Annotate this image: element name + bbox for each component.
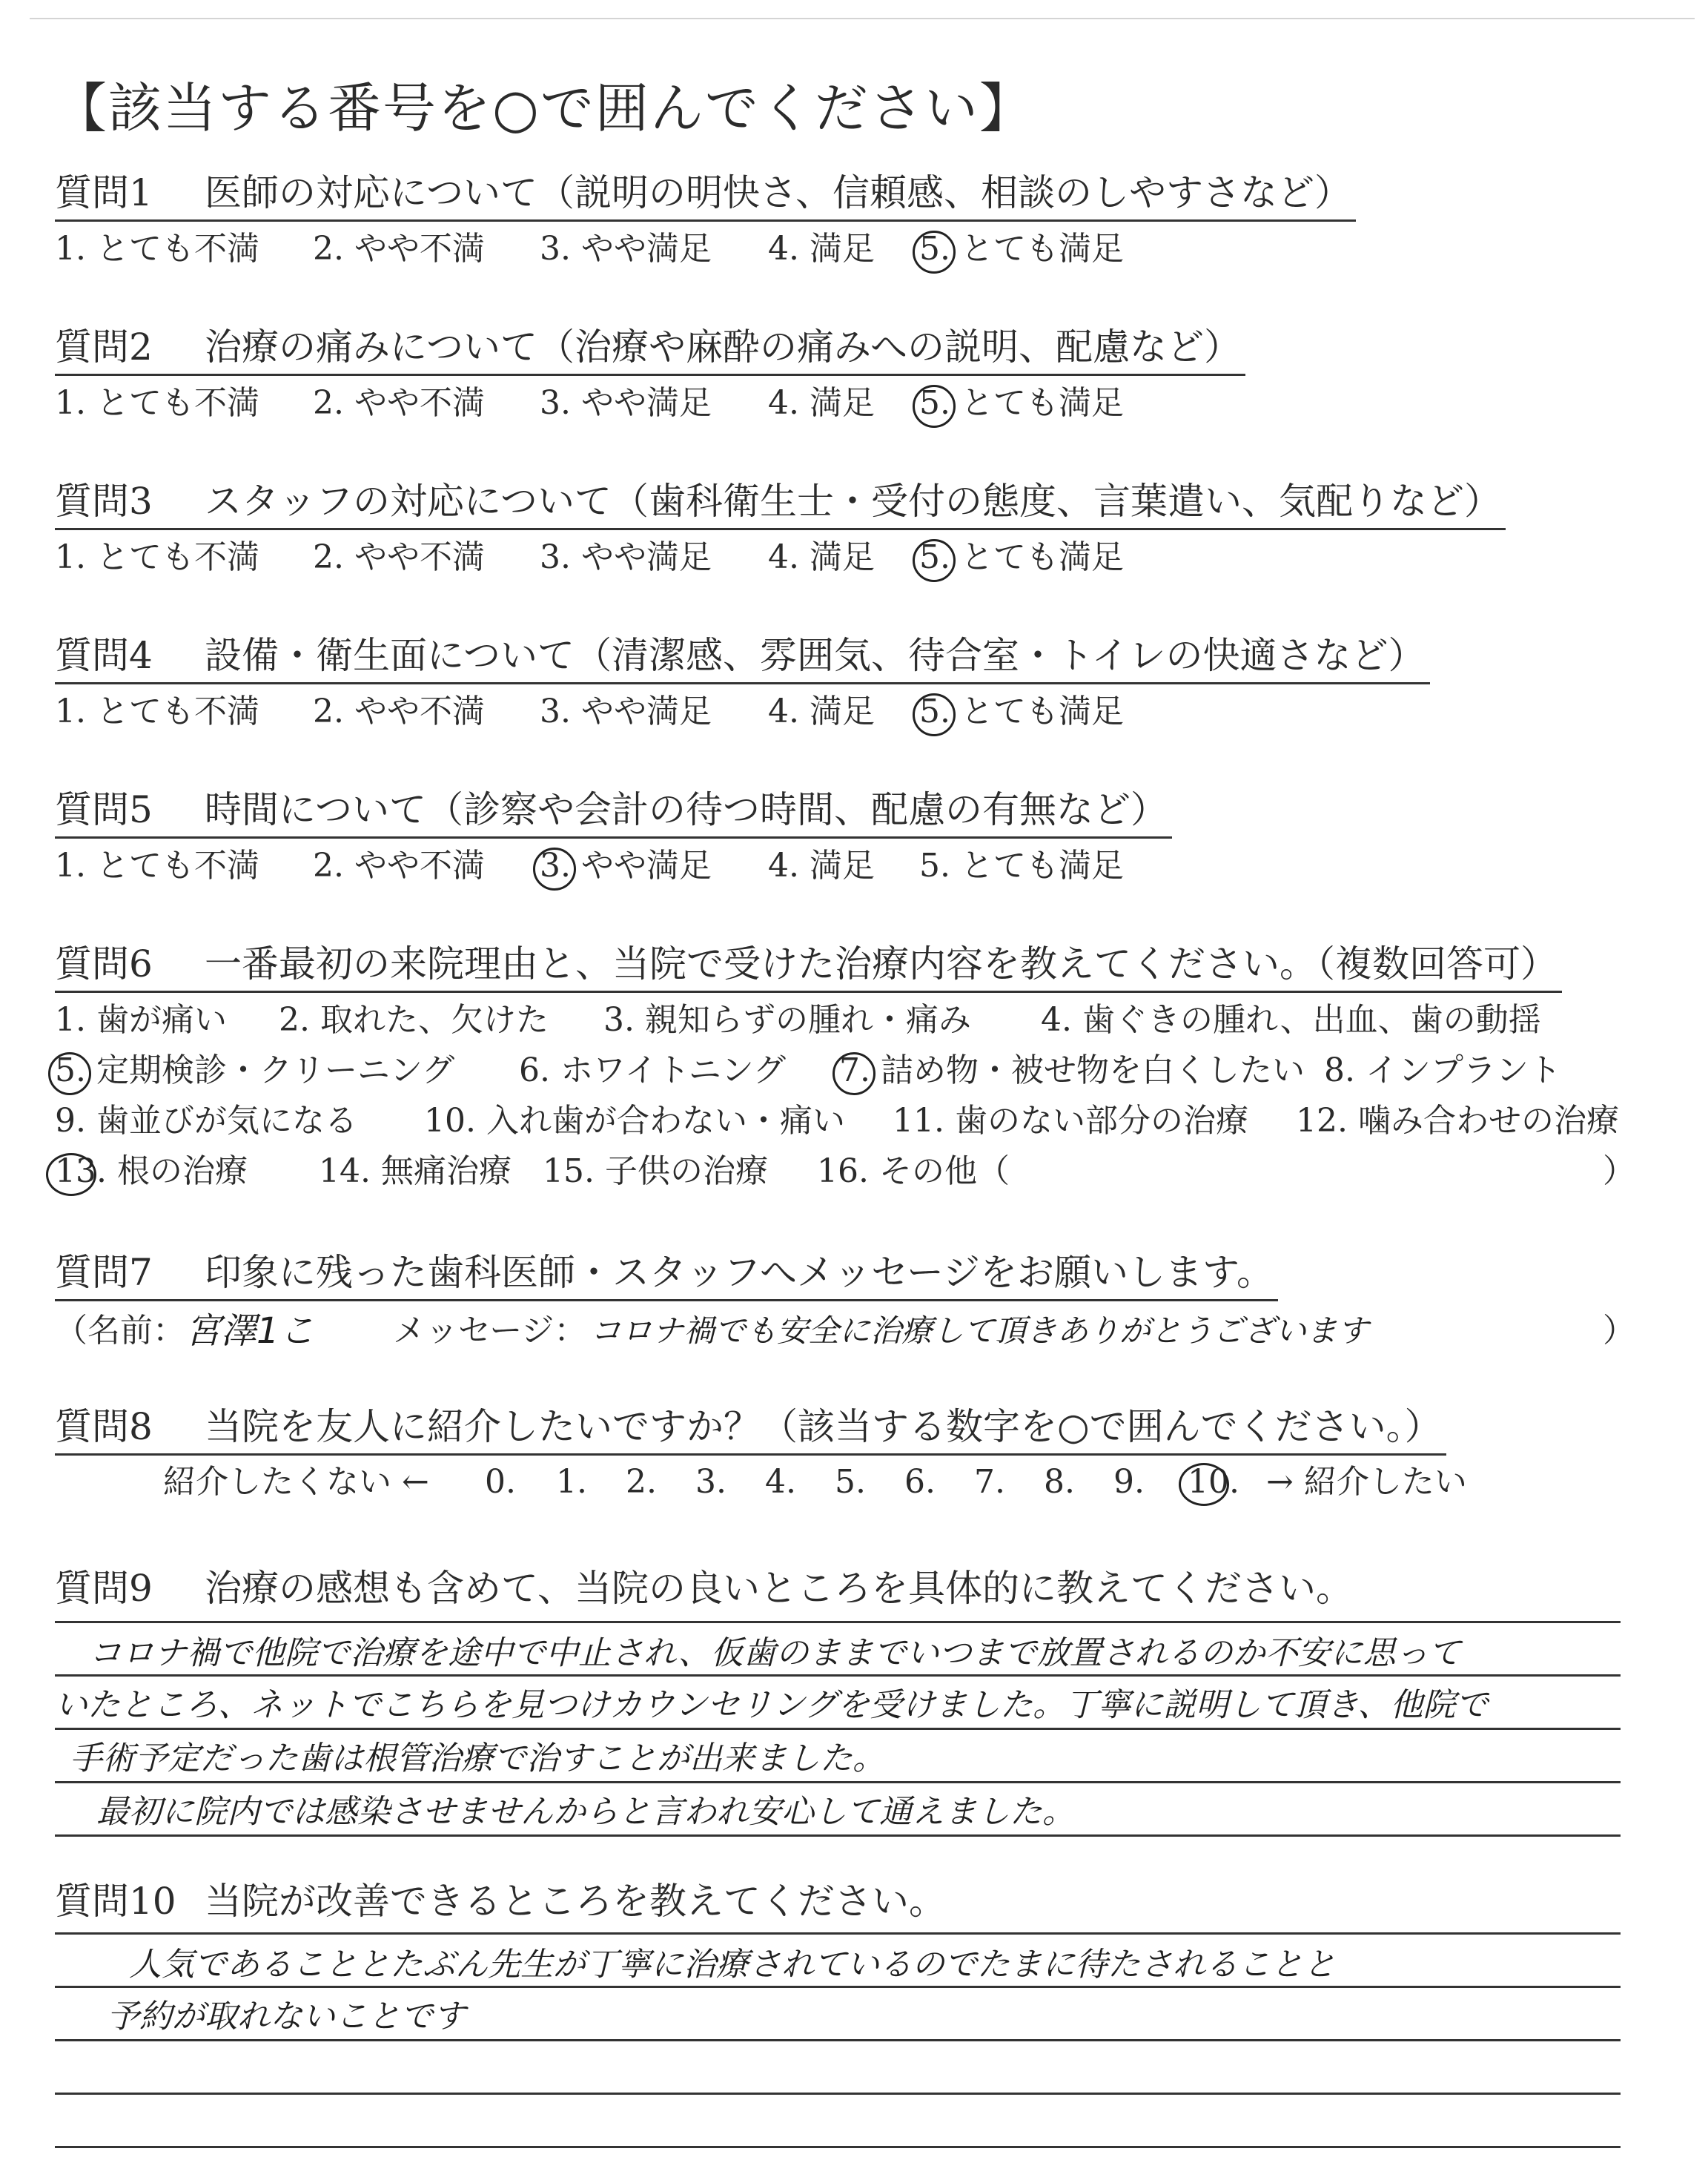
option[interactable]: 4. 満足 xyxy=(768,230,875,268)
question-text: 当院が改善できるところを教えてください。 xyxy=(205,1880,946,1923)
option[interactable]: 1. とても不満 xyxy=(55,230,259,268)
option[interactable]: 4. 満足 xyxy=(768,384,875,422)
option[interactable]: 10. 入れ歯が合わない・痛い xyxy=(424,1102,845,1140)
paren-close: ） xyxy=(1603,1152,1635,1190)
option[interactable]: 4. 満足 xyxy=(768,538,875,576)
option[interactable]: 3. やや満足 xyxy=(540,538,712,576)
question-number: 質問1 xyxy=(55,171,153,214)
question-text: スタッフの対応について（歯科衛生士・受付の態度、言葉遣い、気配りなど） xyxy=(205,480,1501,523)
option-selected[interactable]: 7. 詰め物・被せ物を白くしたい xyxy=(839,1048,1305,1093)
question-number: 質問4 xyxy=(55,634,153,677)
answer-9-line-4: 最初に院内では感染させませんからと言われ安心して通えました。 xyxy=(96,1793,1075,1831)
message-row xyxy=(55,1305,1635,1357)
top-border xyxy=(30,18,1695,19)
option[interactable]: 2. やや不満 xyxy=(313,230,485,268)
question-4-heading xyxy=(55,629,1430,684)
scale-value[interactable]: 7. xyxy=(974,1463,1005,1501)
question-2-heading xyxy=(55,320,1245,376)
option[interactable]: 3. やや満足 xyxy=(540,693,712,730)
answer-10-area xyxy=(55,1932,1621,2155)
question-9-heading xyxy=(55,1562,1353,1615)
option[interactable]: 16. その他（ xyxy=(817,1152,1010,1190)
question-text: 治療の感想も含めて、当院の良いところを具体的に教えてください。 xyxy=(205,1567,1353,1610)
option[interactable]: 2. やや不満 xyxy=(313,384,485,422)
paren-close: ） xyxy=(1603,1312,1635,1350)
scale-value-selected[interactable]: 10. xyxy=(1188,1459,1239,1505)
option[interactable]: 2. やや不満 xyxy=(313,847,485,885)
question-number: 質問7 xyxy=(55,1251,153,1294)
option-selected[interactable]: 5. とても満足 xyxy=(919,535,1124,580)
ruled-line xyxy=(55,2093,1621,2095)
option-selected[interactable]: 5. とても満足 xyxy=(919,690,1124,734)
question-6-heading xyxy=(55,937,1562,993)
option[interactable]: 9. 歯並びが気になる xyxy=(55,1102,357,1140)
question-number: 質問6 xyxy=(55,942,153,985)
scale-value[interactable]: 6. xyxy=(904,1463,936,1501)
option[interactable]: 1. とても不満 xyxy=(55,693,259,730)
option[interactable]: 1. とても不満 xyxy=(55,538,259,576)
message-value[interactable]: コロナ禍でも安全に治療して頂きありがとうございます xyxy=(590,1312,1369,1349)
page-title: 【該当する番号を○で囲んでください】 xyxy=(53,77,1034,139)
answer-9-area xyxy=(55,1621,1621,1843)
option[interactable]: 15. 子供の治療 xyxy=(543,1152,768,1190)
option[interactable]: 8. インプラント xyxy=(1324,1051,1561,1089)
question-text: 印象に残った歯科医師・スタッフへメッセージをお願いします。 xyxy=(205,1251,1274,1294)
scale-right-label: → 紹介したい xyxy=(1266,1463,1467,1501)
question-number: 質問5 xyxy=(55,788,153,831)
option[interactable]: 14. 無痛治療 xyxy=(319,1152,512,1190)
answer-10-line-1: 人気であることとたぶん先生が丁寧に治療されているのでたまに待たされることと xyxy=(129,1946,1336,1984)
ruled-line xyxy=(55,2039,1621,2041)
scale-value[interactable]: 9. xyxy=(1113,1463,1145,1501)
question-text: 時間について（診察や会計の待つ時間、配慮の有無など） xyxy=(205,788,1168,831)
option[interactable]: 1. 歯が痛い xyxy=(55,1001,227,1039)
option[interactable]: 3. やや満足 xyxy=(540,384,712,422)
scale-value[interactable]: 8. xyxy=(1044,1463,1075,1501)
option[interactable]: 6. ホワイトニング xyxy=(519,1051,787,1089)
option[interactable]: 11. 歯のない部分の治療 xyxy=(893,1102,1248,1140)
scale-value[interactable]: 0. xyxy=(485,1463,516,1501)
question-text: 当院を友人に紹介したいですか？（該当する数字を○で囲んでください。） xyxy=(205,1405,1442,1448)
option[interactable]: 3. やや満足 xyxy=(540,230,712,268)
option[interactable]: 12. 噛み合わせの治療 xyxy=(1296,1102,1619,1140)
option[interactable]: 4. 満足 xyxy=(768,693,875,730)
ruled-line xyxy=(55,1834,1621,1837)
question-text: 一番最初の来院理由と、当院で受けた治療内容を教えてください。（複数回答可） xyxy=(205,942,1558,985)
question-number: 質問2 xyxy=(55,326,153,369)
question-8-heading xyxy=(55,1400,1446,1456)
option[interactable]: 4. 歯ぐきの腫れ、出血、歯の動揺 xyxy=(1041,1001,1541,1039)
question-text: 医師の対応について（説明の明快さ、信頼感、相談のしやすさなど） xyxy=(205,171,1351,214)
option-selected[interactable]: 5. 定期検診・クリーニング xyxy=(55,1048,454,1093)
question-number: 質問10 xyxy=(55,1880,176,1923)
option[interactable]: 5. とても満足 xyxy=(919,847,1124,885)
ruled-line xyxy=(55,2146,1621,2148)
question-text: 治療の痛みについて（治療や麻酔の痛みへの説明、配慮など） xyxy=(205,326,1241,369)
ruled-line xyxy=(55,1932,1621,1935)
ruled-line xyxy=(55,1728,1621,1730)
question-7-heading xyxy=(55,1246,1278,1301)
question-10-heading xyxy=(55,1875,946,1928)
scale-value[interactable]: 2. xyxy=(626,1463,657,1501)
name-value[interactable]: 宮澤1こ xyxy=(185,1310,315,1352)
option[interactable]: 4. 満足 xyxy=(768,847,875,885)
question-number: 質問8 xyxy=(55,1405,153,1448)
answer-10-line-2: 予約が取れないことです xyxy=(107,1998,466,2035)
option[interactable]: 2. やや不満 xyxy=(313,693,485,730)
question-5-heading xyxy=(55,783,1172,839)
ruled-line xyxy=(55,1781,1621,1783)
ruled-line xyxy=(55,1621,1621,1623)
option-selected[interactable]: 5. とても満足 xyxy=(919,227,1124,271)
option[interactable]: 1. とても不満 xyxy=(55,384,259,422)
question-number: 質問3 xyxy=(55,480,153,523)
message-label: メッセージ： xyxy=(393,1312,587,1350)
scale-value[interactable]: 4. xyxy=(765,1463,796,1501)
question-3-heading xyxy=(55,475,1506,530)
option[interactable]: 3. 親知らずの腫れ・痛み xyxy=(603,1001,971,1039)
question-text: 設備・衛生面について（清潔感、雰囲気、待合室・トイレの快適さなど） xyxy=(205,634,1426,677)
scale-left-label: 紹介したくない ← xyxy=(163,1463,429,1501)
answer-9-line-2: いたところ、ネットでこちらを見つけカウンセリングを受けました。丁寧に説明して頂き、他院で xyxy=(55,1686,1489,1724)
option-selected[interactable]: 5. とても満足 xyxy=(919,381,1124,426)
option[interactable]: 2. 取れた、欠けた xyxy=(279,1001,549,1039)
answer-9-line-3: 手術予定だった歯は根管治療で治すことが出来ました。 xyxy=(70,1740,885,1777)
recommend-scale xyxy=(55,1459,1626,1505)
option-selected[interactable]: 13. 根の治療 xyxy=(55,1149,248,1194)
option-selected[interactable]: 3. やや満足 xyxy=(540,844,712,888)
option[interactable]: 1. とても不満 xyxy=(55,847,259,885)
question-1-heading xyxy=(55,166,1356,222)
question-6-row-4 xyxy=(55,1149,1635,1194)
name-label: （名前： xyxy=(55,1312,185,1350)
answer-9-line-1: コロナ禍で他院で治療を途中で中止され、仮歯のままでいつまで放置されるのか不安に思って xyxy=(89,1634,1461,1672)
option[interactable]: 2. やや不満 xyxy=(313,538,485,576)
scale-value[interactable]: 3. xyxy=(695,1463,726,1501)
scale-value[interactable]: 5. xyxy=(835,1463,866,1501)
scale-value[interactable]: 1. xyxy=(556,1463,587,1501)
question-number: 質問9 xyxy=(55,1567,153,1610)
